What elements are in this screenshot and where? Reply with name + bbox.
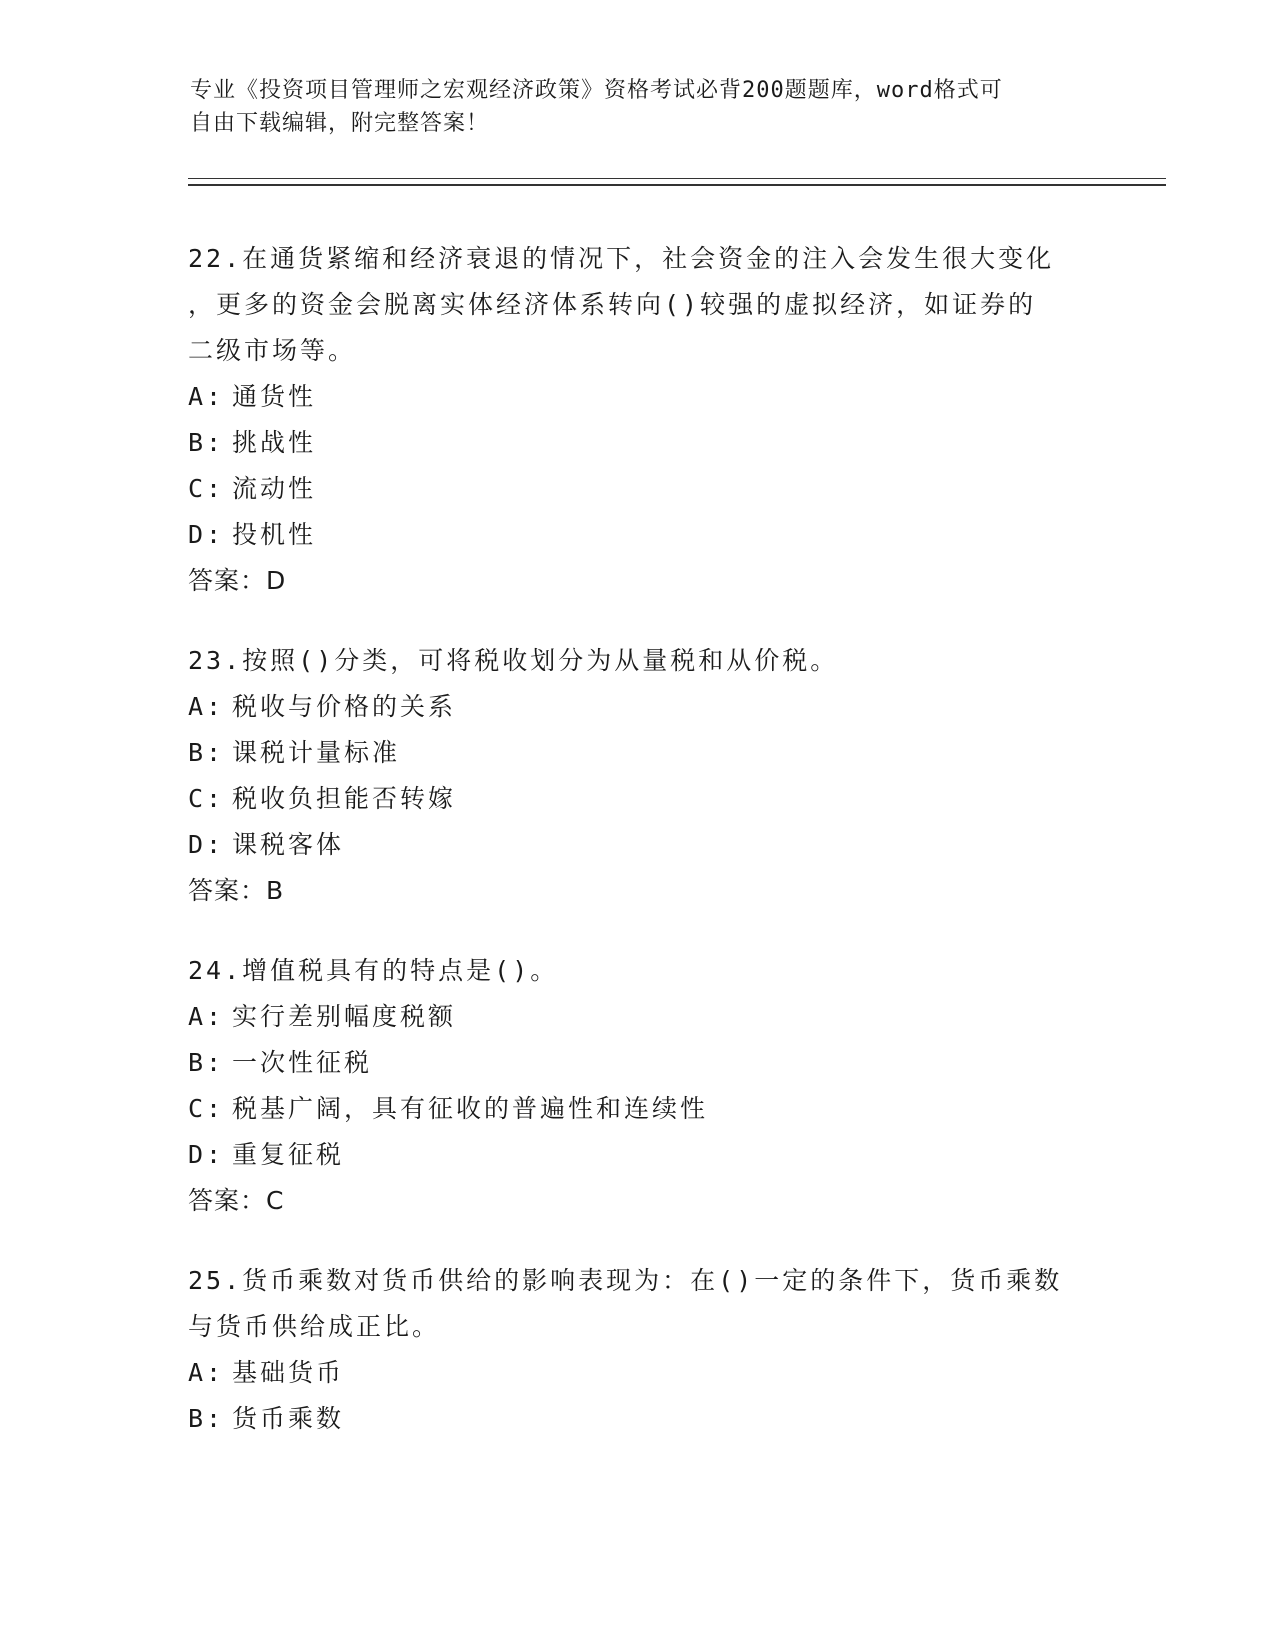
option-text: 实行差别幅度税额 (232, 1002, 457, 1031)
question-23 (188, 638, 1088, 914)
question-list (188, 236, 1088, 1476)
option-text: 税收负担能否转嫁 (232, 784, 457, 813)
option-b (188, 420, 1088, 466)
option-c (188, 1086, 1088, 1132)
option-text: 一次性征税 (232, 1048, 373, 1077)
answer: 答案：D (188, 566, 287, 595)
option-text: 货币乘数 (232, 1404, 345, 1433)
document-header (190, 74, 1090, 140)
option-d (188, 822, 1088, 868)
header-line-2: 自由下载编辑，附完整答案！ (190, 111, 490, 136)
option-letter: B: (188, 738, 225, 767)
header-line-1: 专业《投资项目管理师之宏观经济政策》资格考试必背200题题库，word格式可 (190, 78, 1003, 103)
option-b (188, 730, 1088, 776)
answer: 答案：C (188, 1186, 285, 1215)
option-c (188, 466, 1088, 512)
option-letter: A: (188, 1002, 225, 1031)
answer: 答案：B (188, 876, 285, 905)
option-text: 课税客体 (232, 830, 345, 859)
option-text: 流动性 (232, 474, 317, 503)
option-letter: B: (188, 428, 225, 457)
option-letter: A: (188, 382, 225, 411)
header-divider (188, 178, 1166, 186)
option-letter: A: (188, 692, 225, 721)
question-22 (188, 236, 1088, 604)
option-text: 挑战性 (232, 428, 317, 457)
option-text: 基础货币 (232, 1358, 345, 1387)
option-letter: C: (188, 1094, 225, 1123)
option-a (188, 684, 1088, 730)
option-letter: D: (188, 520, 225, 549)
option-text: 税收与价格的关系 (232, 692, 457, 721)
option-letter: C: (188, 474, 225, 503)
question-25 (188, 1258, 1088, 1442)
option-letter: C: (188, 784, 225, 813)
option-text: 税基广阔，具有征收的普遍性和连续性 (232, 1094, 709, 1123)
option-text: 课税计量标准 (232, 738, 401, 767)
question-text-line: 23.按照()分类，可将税收划分为从量税和从价税。 (188, 646, 839, 675)
option-text: 投机性 (232, 520, 317, 549)
option-b (188, 1396, 1088, 1442)
option-text: 重复征税 (232, 1140, 345, 1169)
question-text-line: 24.增值税具有的特点是()。 (188, 956, 559, 985)
question-text-line: 22.在通货紧缩和经济衰退的情况下，社会资金的注入会发生很大变化 (188, 244, 1055, 273)
option-letter: A: (188, 1358, 225, 1387)
question-text-line: ，更多的资金会脱离实体经济体系转向()较强的虚拟经济，如证券的 (188, 290, 1037, 319)
option-b (188, 1040, 1088, 1086)
option-c (188, 776, 1088, 822)
option-a (188, 1350, 1088, 1396)
question-text-line: 二级市场等。 (188, 336, 357, 365)
option-letter: D: (188, 830, 225, 859)
question-text-line: 与货币供给成正比。 (188, 1312, 441, 1341)
option-letter: B: (188, 1048, 225, 1077)
option-d (188, 1132, 1088, 1178)
option-a (188, 374, 1088, 420)
option-letter: D: (188, 1140, 225, 1169)
option-text: 通货性 (232, 382, 317, 411)
option-letter: B: (188, 1404, 225, 1433)
option-d (188, 512, 1088, 558)
option-a (188, 994, 1088, 1040)
question-text-line: 25.货币乘数对货币供给的影响表现为：在()一定的条件下，货币乘数 (188, 1266, 1063, 1295)
question-24 (188, 948, 1088, 1224)
